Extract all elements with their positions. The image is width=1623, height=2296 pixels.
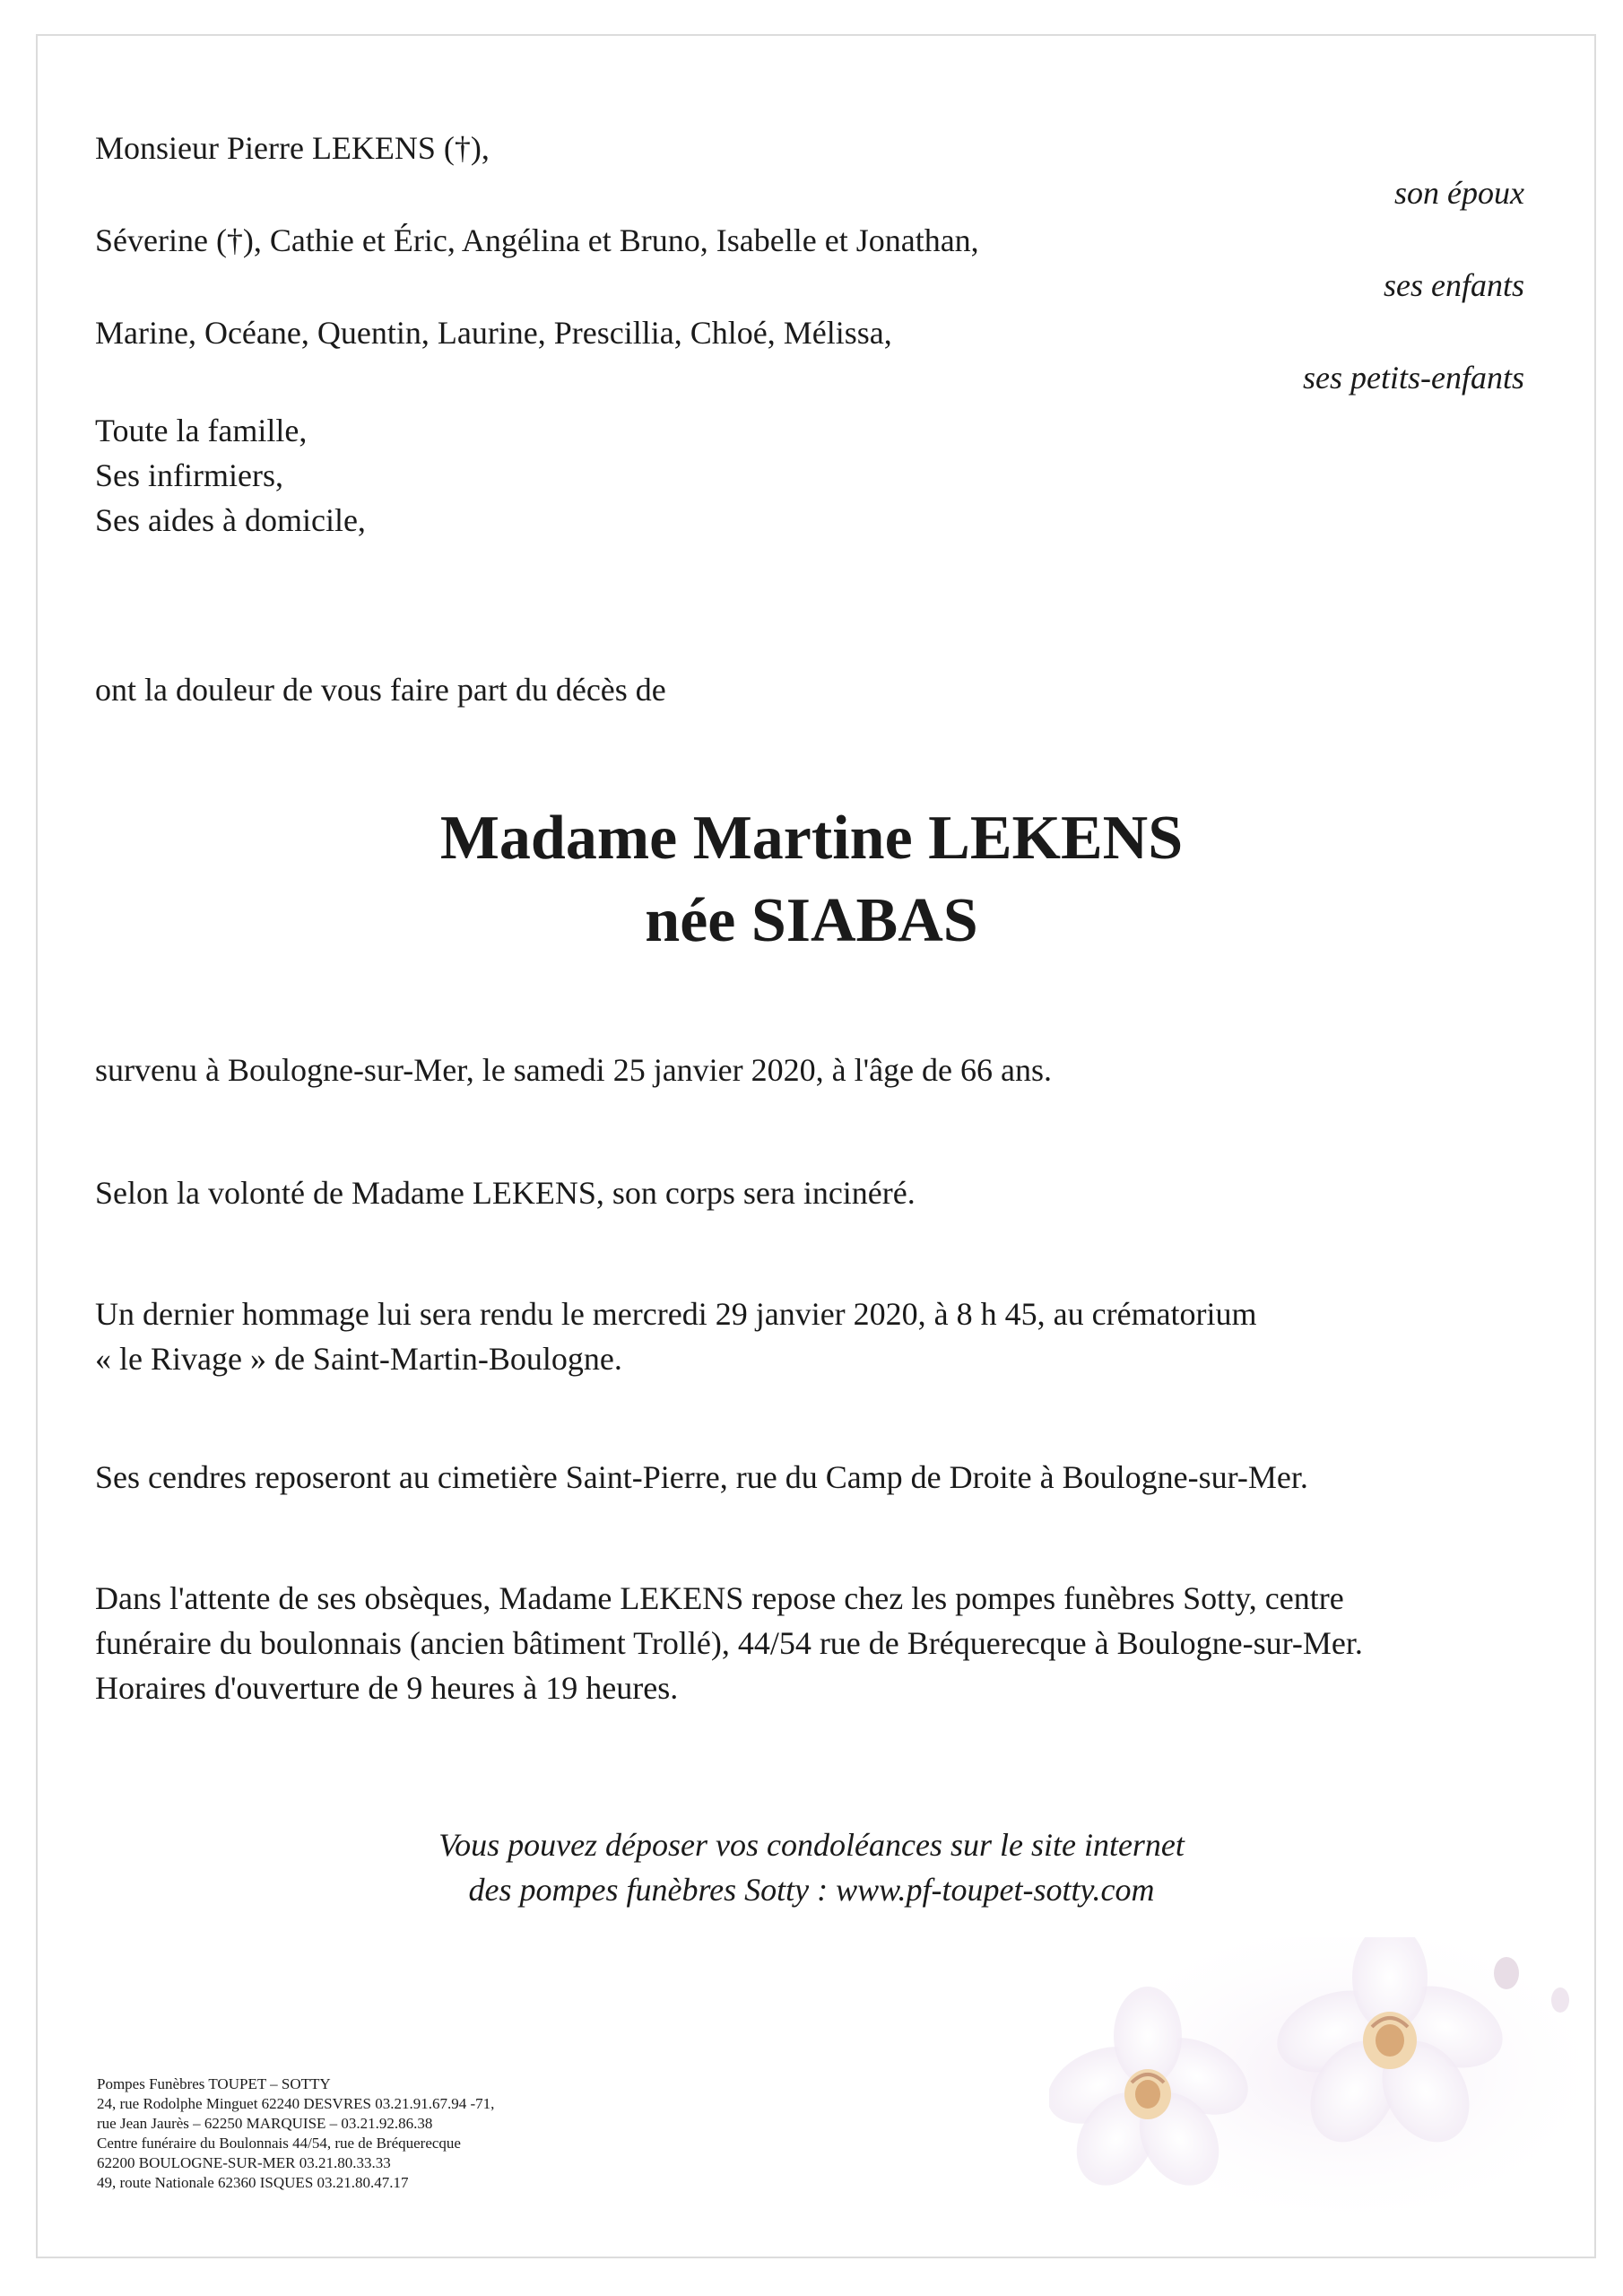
announcement: ont la douleur de vous faire part du décès de [95,672,666,708]
deceased-birth-name: née SIABAS [645,886,978,955]
family-other-3: Ses aides à domicile, [95,502,366,538]
deceased-name: Madame Martine LEKENS [439,804,1184,873]
footer-line: Pompes Funèbres TOUPET – SOTTY [97,2075,331,2092]
footer-line: 24, rue Rodolphe Minguet 62240 DESVRES 03.21.91.67.94 -71, [97,2095,495,2112]
footer-line: 49, route Nationale 62360 ISQUES 03.21.80.47.17 [97,2174,409,2191]
spouse-role: son époux [1394,175,1524,211]
footer-line: Centre funéraire du Boulonnais 44/54, rue de Bréquerecque [97,2135,461,2152]
death-paragraph: survenu à Boulogne-sur-Mer, le samedi 25 janvier 2020, à l'âge de 66 ans. [95,1052,1053,1088]
family-other-1: Toute la famille, [95,413,308,448]
funeral-home-footer [97,2074,494,2193]
ashes-paragraph: Ses cendres reposeront au cimetière Saint-Pierre, rue du Camp de Droite à Boulogne-sur-Mer. [95,1459,1308,1495]
rest-line-3: Horaires d'ouverture de 9 heures à 19 heures. [95,1670,679,1706]
tribute-line-1: Un dernier hommage lui sera rendu le mercredi 29 janvier 2020, à 8 h 45, au crématorium [95,1296,1257,1332]
grandchildren-role: ses petits-enfants [1303,360,1524,396]
children-line: Séverine (†), Cathie et Éric, Angélina et Bruno, Isabelle et Jonathan, [95,222,979,258]
condolences-line-2: des pompes funèbres Sotty : www.pf-toupet-sotty.com [468,1872,1155,1908]
footer-line: rue Jean Jaurès – 62250 MARQUISE – 03.21.92.86.38 [97,2115,433,2132]
children-role: ses enfants [1384,267,1524,303]
condolences-line-1: Vous pouvez déposer vos condoléances sur le site internet [438,1827,1185,1863]
orchid-flowers-icon [1049,1937,1596,2260]
family-other-2: Ses infirmiers, [95,457,283,493]
tribute-line-2: « le Rivage » de Saint-Martin-Boulogne. [95,1341,622,1377]
rest-line-1: Dans l'attente de ses obsèques, Madame LEKENS repose chez les pompes funèbres Sotty, centre [95,1580,1344,1616]
grandchildren-line: Marine, Océane, Quentin, Laurine, Prescillia, Chloé, Mélissa, [95,315,892,351]
footer-line: 62200 BOULOGNE-SUR-MER 03.21.80.33.33 [97,2154,391,2171]
rest-line-2: funéraire du boulonnais (ancien bâtiment Trollé), 44/54 rue de Bréquerecque à Boulogne-sur-Mer. [95,1625,1363,1661]
spouse-line: Monsieur Pierre LEKENS (†), [95,130,490,166]
wishes-paragraph: Selon la volonté de Madame LEKENS, son corps sera incinéré. [95,1175,916,1211]
